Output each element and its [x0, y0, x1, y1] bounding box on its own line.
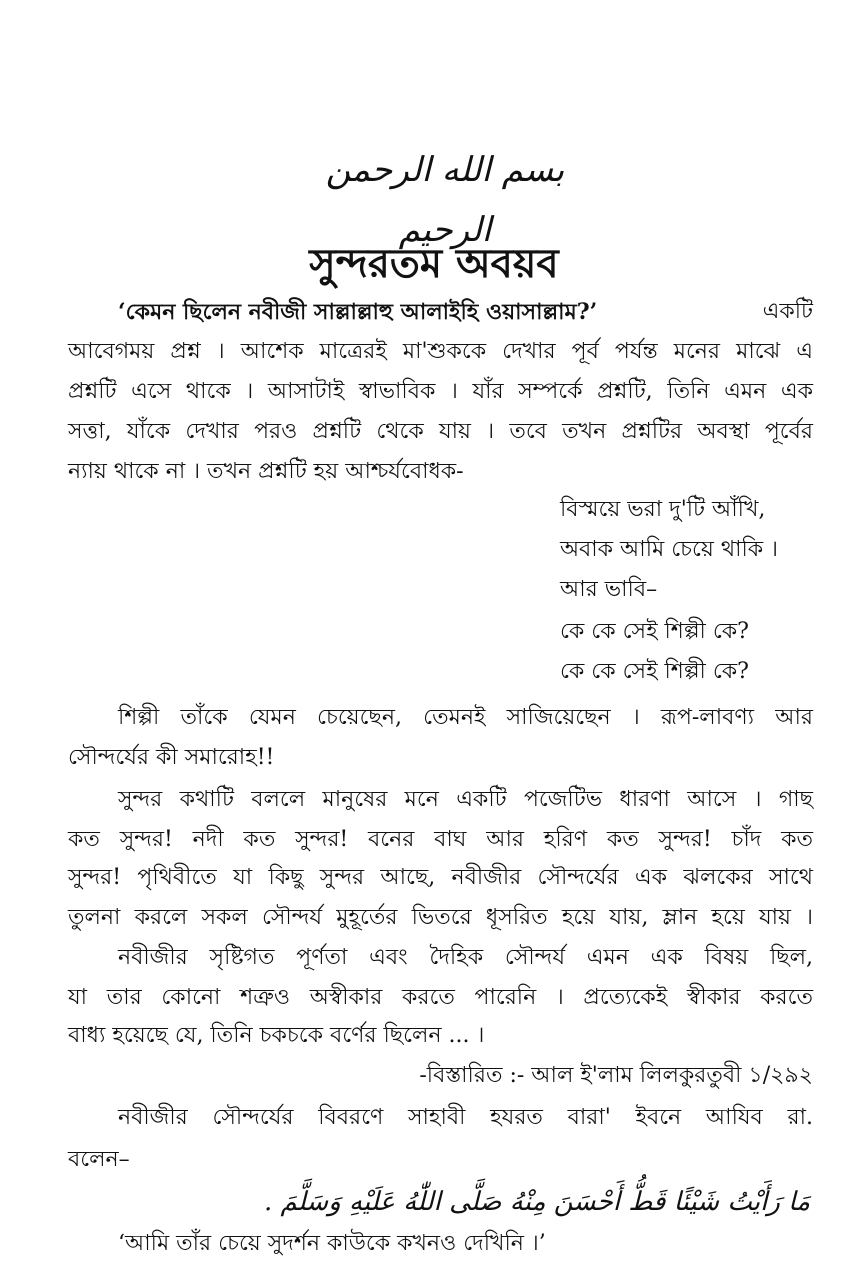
- para3-line4: তুলনা করলে সকল সৌন্দর্য মুহূর্তের ভিতরে ধূসরিত হয়ে যায়, ম্লান হয়ে যায় ।: [68, 905, 813, 930]
- para5-line2: বলেন–: [68, 1147, 130, 1172]
- poem-line: আর ভাবি–: [560, 577, 658, 602]
- para1-line2: আবেগময় প্রশ্ন । আশেক মাত্রেরই মা'শুককে দেখার পূর্ব পর্যন্ত মনের মাঝে এ: [68, 339, 813, 364]
- arabic-hadith: مَا رَأَيْتُ شَيْئًا قَطُّ أَحْسَنَ مِنْهُ صَلَّى اللّٰهُ عَلَيْهِ وَسَلَّمَ .: [263, 1187, 810, 1217]
- para3-line2: কত সুন্দর! নদী কত সুন্দর! বনের বাঘ আর হরিণ কত সুন্দর! চাঁদ কত: [68, 827, 813, 852]
- para4-line3: বাধ্য হয়েছে যে, তিনি চকচকে বর্ণের ছিলেন ... ।: [68, 1023, 485, 1048]
- poem-line: কে কে সেই শিল্পী কে?: [560, 619, 749, 644]
- para1-line1: [118, 296, 813, 329]
- poem-line: বিস্ময়ে ভরা দু'টি আঁখি,: [560, 497, 766, 522]
- para5-line1: নবীজীর সৌন্দর্যের বিবরণে সাহাবী হযরত বারা' ইবনে আযিব রা.: [118, 1105, 813, 1130]
- para2-line1: শিল্পী তাঁকে যেমন চেয়েছেন, তেমনই সাজিয়েছেন । রূপ-লাবণ্য আর: [118, 705, 813, 730]
- para4-line2: যা তার কোনো শত্রুও অস্বীকার করতে পারেনি । প্রত্যেকেই স্বীকার করতে: [68, 985, 813, 1010]
- para3-line1: সুন্দর কথাটি বললে মানুষের মনে একটি পজেটিভ ধারণা আসে । গাছ: [118, 787, 813, 812]
- para1-line4: সত্তা, যাঁকে দেখার পরও প্রশ্নটি থেকে যায় । তবে তখন প্রশ্নটির অবস্থা পূর্বের: [68, 419, 813, 444]
- hadith-translation: ‘আমি তাঁর চেয়ে সুদর্শন কাউকে কখনও দেখিনি ।’: [118, 1231, 546, 1256]
- source-reference: -বিস্তারিত :- আল ই'লাম লিলকুরতুবী ১/২৯২: [419, 1063, 813, 1088]
- poem-line: কে কে সেই শিল্পী কে?: [560, 659, 749, 684]
- para1-line5: ন্যায় থাকে না । তখন প্রশ্নটি হয় আশ্চর্যবোধক-: [68, 459, 464, 484]
- para1-quote: ‘কেমন ছিলেন নবীজী সাল্লাল্লাহু আলাইহি ওয়াসাল্লাম?’: [118, 299, 598, 325]
- chapter-title: সুন্দরতম অবয়ব: [309, 240, 559, 287]
- para3-line3: সুন্দর! পৃথিবীতে যা কিছু সুন্দর আছে, নবীজীর সৌন্দর্যের এক ঝলকের সাথে: [68, 865, 813, 890]
- bismillah-calligraphy: بسم الله الرحمن الرحيم: [325, 150, 565, 250]
- para4-line1: নবীজীর সৃষ্টিগত পূর্ণতা এবং দৈহিক সৌন্দর্য এমন এক বিষয় ছিল,: [118, 945, 813, 970]
- poem-line: অবাক আমি চেয়ে থাকি ।: [560, 537, 778, 562]
- para1-line1-end: একটি: [762, 299, 813, 324]
- para2-line2: সৌন্দর্যের কী সমারোহ!!: [68, 745, 275, 770]
- para1-line3: প্রশ্নটি এসে থাকে । আসাটাই স্বাভাবিক । যাঁর সম্পর্কে প্রশ্নটি, তিনি এমন এক: [68, 379, 813, 404]
